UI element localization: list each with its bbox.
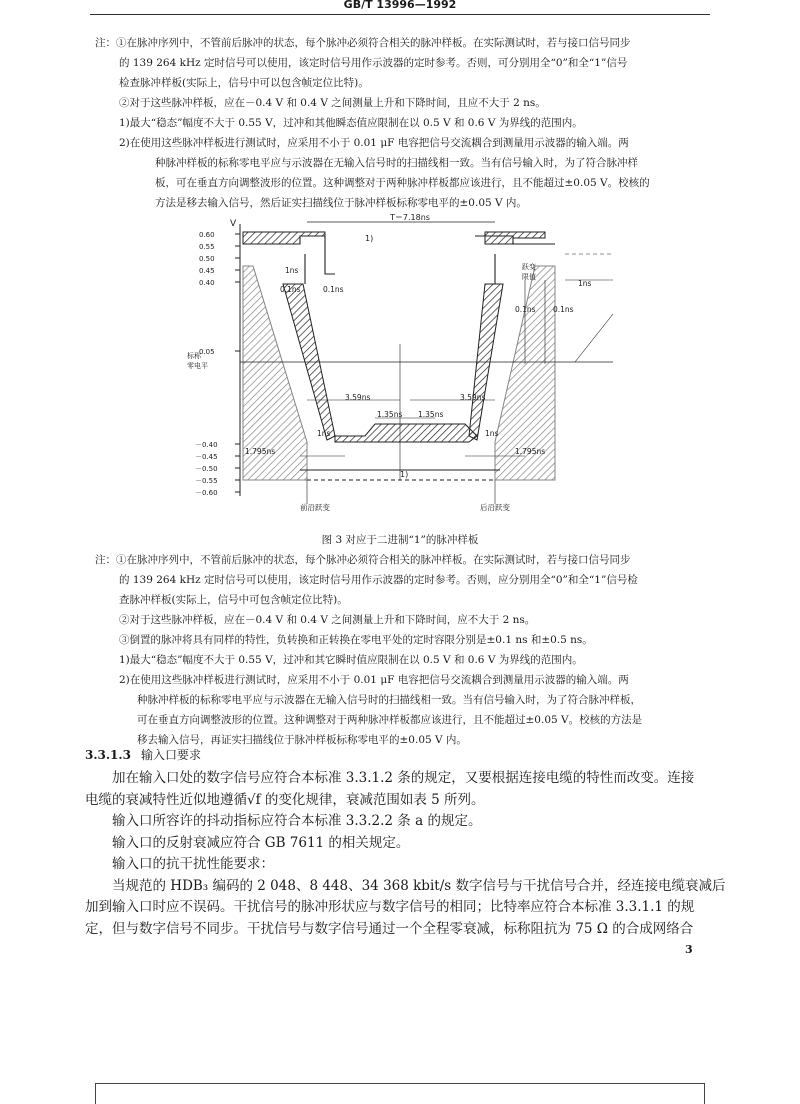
y-ticks-bottom: [195, 441, 240, 497]
note-top-line: 的 139 264 kHz 定时信号可以使用，该定时信号用作示波器的定时参考。否则，可分别用全“0”和全“1”信号: [119, 57, 628, 69]
y-tick-0.05: 0.05: [199, 348, 215, 356]
note-ref-top: 1): [365, 234, 374, 243]
y-ticks-top: [199, 231, 240, 287]
y-tick-neg-0.55: －0.55: [195, 477, 218, 485]
body-paragraph-line: 定，但与数字信号不同步。干扰信号与数字信号通过一个全程零衰减，标称阻抗为 75 Ω 的合成网络合: [85, 920, 694, 937]
note-top-line: 注：①在脉冲序列中，不管前后脉冲的状态，每个脉冲必须符合相关的脉冲样板。在实际测试时，若与接口信号同步: [95, 37, 631, 49]
note-bottom-line: 查脉冲样板(实际上，信号中可包含帧定位比特)。: [119, 594, 348, 606]
bottom-right-label: 后沿跃变: [480, 503, 510, 512]
footer-frame: [95, 1083, 705, 1104]
y-tick-neg-0.60: －0.60: [195, 489, 218, 497]
notes-bottom: [95, 550, 715, 750]
period-label: T＝7.18ns: [390, 213, 430, 222]
header-rule: [90, 14, 710, 15]
note-top-line: 1)最大“稳态”幅度不大于 0.55 V，过冲和其他瞬态值应限制在以 0.5 V 和 0.6 V 为界线的范围内。: [119, 117, 583, 129]
note-bottom-line: ②对于这些脉冲样板，应在－0.4 V 和 0.4 V 之间测量上升和下降时间，应不大于 2 ns。: [119, 614, 536, 626]
page-number: 3: [685, 943, 693, 956]
note-bottom-line: 注：①在脉冲序列中，不管前后脉冲的状态，每个脉冲必须符合相关的脉冲样板。在实际测试时，若与接口信号同步: [95, 554, 631, 566]
note-bottom-line: ③倒置的脉冲将具有同样的特性，负转换和正转换在零电平处的定时容限分别是±0.1 ns 和±0.5 ns。: [119, 634, 593, 646]
y-tick-0.45: 0.45: [199, 267, 215, 275]
nominal-zero-label-2: 零电平: [187, 362, 208, 370]
dim-label-12: 0.1ns: [515, 305, 536, 314]
dim-label-14: 1ns: [578, 279, 592, 288]
pulse-mask-figure: [187, 213, 615, 516]
note-bottom-line: 可在垂直方向调整波形的位置。这种调整对于两种脉冲样板都应该进行，且不能超过±0.05 V。校核的方法是: [137, 714, 643, 726]
dim-label-10: 1.795ns: [245, 447, 276, 456]
note-bottom-line: 移去输入信号，再证实扫描线位于脉冲样板标称零电平的±0.05 V 内。: [137, 734, 467, 746]
body-paragraph-line: 当规范的 HDB₃ 编码的 2 048、8 448、34 368 kbit/s 数字信号与干扰信号合并，经连接电缆衰减后: [112, 877, 726, 894]
section-heading: [85, 746, 201, 763]
dim-label-2: 0.1ns: [280, 285, 301, 294]
bottom-left-label: 前沿跃变: [300, 503, 330, 512]
dim-label-11: 1.795ns: [515, 447, 546, 456]
dim-label-6: 1.35ns: [377, 410, 403, 419]
body-paragraph-line: 电缆的衰减特性近似地遵循√f 的变化规律，衰减范围如表 5 所列。: [85, 791, 485, 808]
note-top-line: ②对于这些脉冲样板，应在－0.4 V 和 0.4 V 之间测量上升和下降时间，且应不大于 2 ns。: [119, 97, 546, 109]
nominal-zero-label-1: 标称: [187, 352, 201, 360]
body-paragraph-line: 输入口所容许的抖动指标应符合本标准 3.3.2.2 条 a 的规定。: [112, 813, 482, 829]
body-paragraph-line: 输入口的抗干扰性能要求：: [112, 856, 274, 872]
dim-label-9: 1ns: [485, 429, 499, 438]
y-tick-0.60: 0.60: [199, 231, 215, 239]
standard-number: GB/T 13996—1992: [343, 0, 457, 11]
dim-label-8: 1ns: [317, 429, 331, 438]
y-ticks-mid: [199, 348, 240, 356]
y-tick-neg-0.45: －0.45: [195, 453, 218, 461]
y-tick-neg-0.50: －0.50: [195, 465, 218, 473]
body-paragraph-line: 输入口的反射衰减应符合 GB 7611 的相关规定。: [112, 834, 410, 851]
body-paragraph-line: 加在输入口处的数字信号应符合本标准 3.3.1.2 条的规定，又要根据连接电缆的特性而改变。连接: [112, 770, 695, 786]
transition-label-1: 跃变: [522, 263, 536, 271]
y-tick-0.55: 0.55: [199, 243, 215, 251]
mask-top-right: [485, 232, 545, 244]
note-top-line: 种脉冲样板的标称零电平应与示波器在无输入信号时的扫描线相一致。当有信号输入时，为了符合脉冲样: [155, 157, 638, 169]
note-top-line: 方法是移去输入信号，然后证实扫描线位于脉冲样板标称零电平的±0.05 V 内。: [155, 197, 527, 209]
dim-label-7: 1.35ns: [418, 410, 444, 419]
note-bottom-line: 的 139 264 kHz 定时信号可以使用，该定时信号用作示波器的定时参考。否则，应分别用全“0”和全“1”信号检: [119, 574, 638, 586]
dimension-lines: [300, 254, 613, 480]
note-top-line: 检查脉冲样板(实际上，信号中可以包含帧定位比特)。: [119, 77, 369, 89]
note-top-line: 板，可在垂直方向调整波形的位置。这种调整对于两种脉冲样板都应该进行，且不能超过±0.05 V。校核的: [155, 177, 650, 189]
y-tick-neg-0.40: －0.40: [195, 441, 218, 449]
note-ref-bottom: 1): [400, 470, 409, 479]
figure-caption: 图 3 对应于二进制“1”的脉冲样板: [321, 534, 479, 546]
section-number: 3.3.1.3: [85, 748, 131, 762]
note-bottom-line: 1)最大“稳态”幅度不大于 0.55 V，过冲和其它瞬时值应限制在以 0.5 V 和 0.6 V 为界线的范围内。: [119, 654, 583, 666]
note-bottom-line: 种脉冲样板的标称零电平应与示波器在无输入信号时的扫描线相一致。当有信号输入时，为了符合脉冲样板，: [137, 694, 641, 706]
body-paragraph-line: 加到输入口时应不误码。干扰信号的脉冲形状应与数字信号的相同；比特率应符合本标准 3.3.1.1 的规: [85, 899, 695, 915]
transition-label-2: 限值: [522, 273, 536, 281]
note-bottom-line: 2)在使用这些脉冲样板进行测试时，应采用不小于 0.01 μF 电容把信号交流耦合到测量用示波器的输入端。两: [119, 674, 629, 686]
dim-label-4: 3.59ns: [345, 393, 371, 402]
y-tick-0.50: 0.50: [199, 255, 215, 263]
mask-top-left: [243, 232, 325, 244]
notes-top: [95, 33, 715, 213]
body-text: [85, 768, 726, 940]
mask-bottom-center: [335, 424, 477, 442]
y-tick-0.40: 0.40: [199, 279, 215, 287]
dim-label-3: 0.1ns: [323, 285, 344, 294]
dim-label-1: 1ns: [285, 266, 299, 275]
dim-label-5: 3.59ns: [460, 393, 486, 402]
y-axis-unit: V: [230, 219, 237, 229]
section-title: 输入口要求: [140, 748, 201, 762]
dim-label-13: 0.1ns: [553, 305, 574, 314]
note-top-line: 2)在使用这些脉冲样板进行测试时，应采用不小于 0.01 μF 电容把信号交流耦合到测量用示波器的输入端。两: [119, 137, 629, 149]
